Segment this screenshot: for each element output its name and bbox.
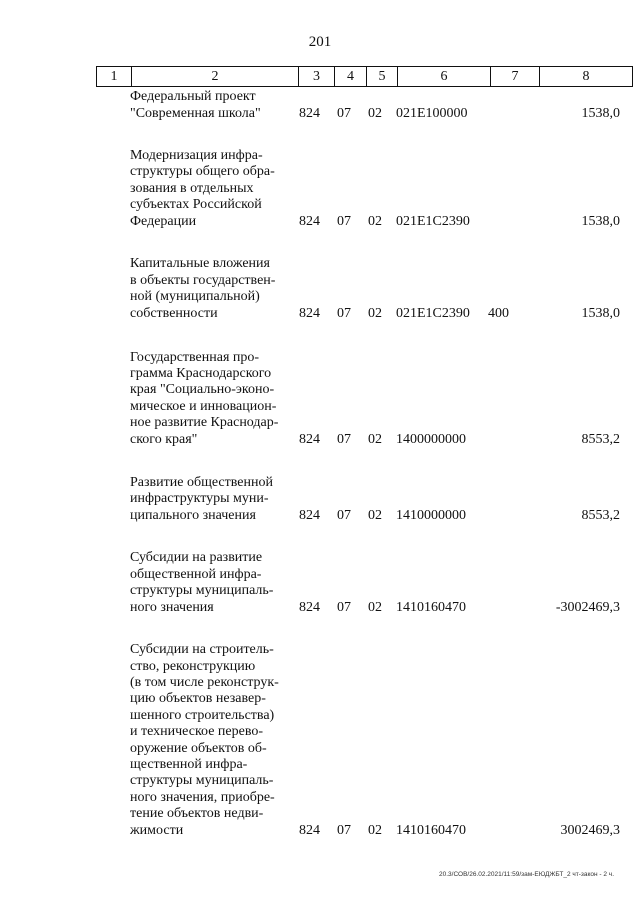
- row-target-code: 1410160470: [396, 599, 466, 615]
- column-header-table: [96, 66, 633, 87]
- row-amount: 3002469,3: [560, 822, 620, 838]
- row-section-code: 07: [337, 507, 351, 523]
- row-amount: 8553,2: [581, 431, 620, 447]
- row-admin-code: 824: [299, 507, 320, 523]
- row-subsection-code: 02: [368, 507, 382, 523]
- row-admin-code: 824: [299, 431, 320, 447]
- table-row: [130, 637, 620, 839]
- row-description: Развитие общественной инфраструктуры муни- ципального значения: [130, 474, 273, 523]
- row-subsection-code: 02: [368, 431, 382, 447]
- column-header-2: 2: [132, 67, 299, 87]
- row-description: Субсидии на развитие общественной инфра- структуры муниципаль- ного значения: [130, 550, 274, 615]
- column-header-8: 8: [540, 67, 633, 87]
- row-admin-code: 824: [299, 105, 320, 121]
- row-section-code: 07: [337, 822, 351, 838]
- row-subsection-code: 02: [368, 213, 382, 229]
- row-description: Модернизация инфра- структуры общего обра- зования в отдельных субъектах Российской Федерации: [130, 147, 275, 229]
- table-row: [130, 342, 620, 448]
- row-admin-code: 824: [299, 599, 320, 615]
- column-header-row: [97, 67, 633, 87]
- row-target-code: 021E1C2390: [396, 305, 470, 321]
- row-target-code: 1410000000: [396, 507, 466, 523]
- row-section-code: 07: [337, 105, 351, 121]
- table-row: [130, 140, 620, 230]
- row-amount: -3002469,3: [555, 599, 620, 615]
- row-target-code: 1410160470: [396, 822, 466, 838]
- row-amount: 8553,2: [581, 507, 620, 523]
- table-row: [130, 249, 620, 322]
- row-subsection-code: 02: [368, 822, 382, 838]
- column-header-4: 4: [335, 67, 367, 87]
- row-admin-code: 824: [299, 822, 320, 838]
- table-row: [130, 543, 620, 616]
- column-header-1: 1: [97, 67, 132, 87]
- row-description: Капитальные вложения в объекты государствен- ной (муниципальной) собственности: [130, 256, 276, 321]
- row-target-code: 021E100000: [396, 105, 468, 121]
- row-admin-code: 824: [299, 213, 320, 229]
- row-subsection-code: 02: [368, 599, 382, 615]
- column-header-7: 7: [491, 67, 540, 87]
- row-admin-code: 824: [299, 305, 320, 321]
- row-target-code: 021E1C2390: [396, 213, 470, 229]
- row-section-code: 07: [337, 431, 351, 447]
- row-description: Государственная про- грамма Краснодарского края "Социально-эконо- мическое и инновацион- ное развитие Краснодар- ского края": [130, 349, 279, 447]
- row-amount: 1538,0: [581, 213, 620, 229]
- table-row: [130, 467, 620, 524]
- column-header-6: 6: [398, 67, 491, 87]
- column-header-3: 3: [299, 67, 335, 87]
- row-expense-type: 400: [488, 305, 509, 321]
- column-header-5: 5: [367, 67, 398, 87]
- row-subsection-code: 02: [368, 305, 382, 321]
- row-section-code: 07: [337, 213, 351, 229]
- table-row: [130, 86, 620, 122]
- row-amount: 1538,0: [581, 305, 620, 321]
- page-number: 201: [308, 34, 332, 50]
- row-description: Федеральный проект "Современная школа": [130, 89, 261, 121]
- row-target-code: 1400000000: [396, 431, 466, 447]
- row-amount: 1538,0: [581, 105, 620, 121]
- row-description: Субсидии на строитель- ство, реконструкцию (в том числе реконструк- цию объектов незавер- шенного строительства) и техническое перево- оружение объектов об- щественной инфра- структуры муниципаль- ного значения, приобре- тение объектов недви- жимости: [130, 642, 279, 838]
- row-subsection-code: 02: [368, 105, 382, 121]
- document-footer: 20.3/СОВ/26.02.2021/11:59/зам-ЕЮДЖБТ_2 чт-закон - 2 ч.: [439, 871, 614, 878]
- row-section-code: 07: [337, 599, 351, 615]
- row-section-code: 07: [337, 305, 351, 321]
